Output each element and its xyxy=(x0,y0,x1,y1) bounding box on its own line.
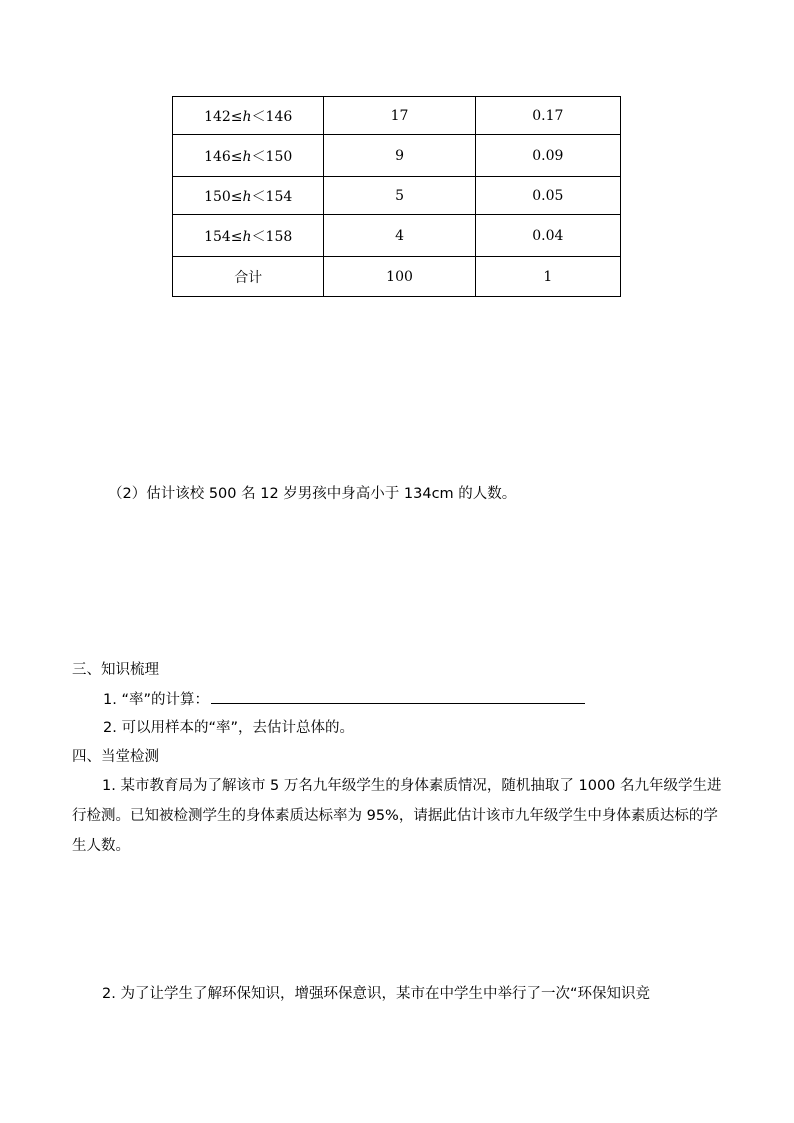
problem-2: 2. 为了让学生了解环保知识，增强环保意识，某市在中学生中举行了一次“环保知识竞 xyxy=(102,986,650,1002)
answer-blank[interactable] xyxy=(211,689,585,704)
item-1-label: 1. “率”的计算： xyxy=(103,692,209,708)
frequency-cell: 0.17 xyxy=(475,97,620,135)
section-3-item-2: 2. 可以用样本的“率”，去估计总体的。 xyxy=(103,720,354,736)
total-label-cell: 合计 xyxy=(173,257,324,297)
question-2: （2）估计该校 500 名 12 岁男孩中身高小于 134cm 的人数。 xyxy=(108,486,517,502)
count-cell: 9 xyxy=(324,135,475,177)
height-range-cell: 154≤h＜158 xyxy=(173,215,324,257)
total-frequency-cell: 1 xyxy=(475,257,620,297)
height-range-cell: 146≤h＜150 xyxy=(173,135,324,177)
table-row xyxy=(173,177,621,215)
count-cell: 5 xyxy=(324,177,475,215)
frequency-cell: 0.04 xyxy=(475,215,620,257)
section-4-heading: 四、当堂检测 xyxy=(72,749,159,765)
section-3-heading: 三、知识梳理 xyxy=(72,662,159,678)
table-row xyxy=(173,135,621,177)
frequency-cell: 0.05 xyxy=(475,177,620,215)
table-row xyxy=(173,215,621,257)
height-frequency-table xyxy=(172,96,621,297)
total-count-cell: 100 xyxy=(324,257,475,297)
table-row-total xyxy=(173,257,621,297)
count-cell: 17 xyxy=(324,97,475,135)
count-cell: 4 xyxy=(324,215,475,257)
section-3-item-1 xyxy=(103,689,585,710)
frequency-cell: 0.09 xyxy=(475,135,620,177)
height-range-cell: 150≤h＜154 xyxy=(173,177,324,215)
table-row xyxy=(173,97,621,135)
problem-1: 1. 某市教育局为了解该市 5 万名九年级学生的身体素质情况，随机抽取了 1000 名九年级学生进行检测。已知被检测学生的身体素质达标率为 95%，请据此估计该市九年级学生中身体素质达标的学生人数。 xyxy=(72,778,722,854)
height-range-cell: 142≤h＜146 xyxy=(173,97,324,135)
